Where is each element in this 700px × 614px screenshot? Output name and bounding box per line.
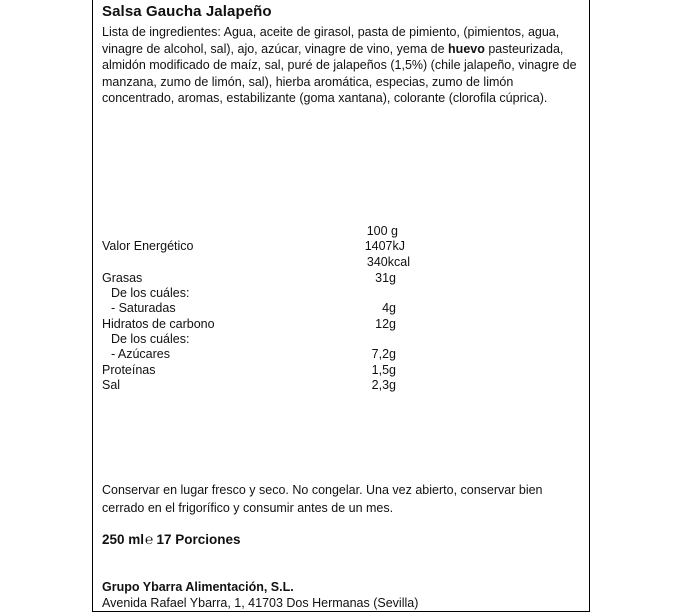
- nutrition-label-saturates: - Saturadas: [104, 301, 176, 315]
- manufacturer-name: Grupo Ybarra Alimentación, S.L.: [102, 580, 294, 594]
- volume-portions: 17 Porciones: [156, 532, 241, 547]
- net-volume: [102, 531, 240, 547]
- nutrition-label-fat: Grasas: [102, 271, 143, 285]
- nutrition-column-header: 100 g: [366, 224, 398, 238]
- nutrition-label-fat-of-which: De los cuáles:: [104, 286, 190, 300]
- volume-amount: 250 ml: [102, 532, 145, 547]
- nutrition-value-protein: 1,5g: [371, 363, 396, 377]
- nutrition-value-sugars: 7,2g: [371, 347, 396, 361]
- product-title: Salsa Gaucha Jalapeño: [102, 3, 272, 20]
- ingredients-list: [102, 24, 580, 107]
- nutrition-value-fat: 31g: [375, 271, 396, 285]
- nutrition-value-salt: 2,3g: [371, 378, 396, 392]
- storage-instructions: Conservar en lugar fresco y seco. No congelar. Una vez abierto, conservar bien cerrado en el frigorífico y consumir antes de un mes.: [102, 483, 543, 515]
- nutrition-label-protein: Proteínas: [102, 363, 156, 377]
- nutrition-label-carbohydrates: Hidratos de carbono: [102, 317, 215, 331]
- ingredients-allergen: huevo: [448, 41, 485, 56]
- estimated-sign-icon: ℮: [145, 531, 154, 547]
- nutrition-label-carbs-of-which: De los cuáles:: [104, 332, 190, 346]
- nutrition-value-energy-kj: 1407kJ: [364, 239, 405, 253]
- nutrition-value-saturates: 4g: [382, 301, 396, 315]
- nutrition-label-energy: Valor Energético: [102, 239, 194, 253]
- ingredients-prefix: Lista de ingredientes: Agua, aceite de girasol, pasta de pimiento, (pimientos, agua, vinagre de alcohol, sal), ajo, azúcar, vinagre de vino, yema de: [102, 25, 560, 56]
- ingredients-suffix: pasteurizada, almidón modificado de maíz, sal, puré de jalapeños (1,5%) (chile jalapeño, vinagre de manzana, zumo de limón, sal), hierba aromática, especias, zumo de limón concentrado, aromas, estabilizante (goma xantana), colorante (clorofila cúprica).: [102, 41, 577, 106]
- nutrition-value-energy-kcal: 340kcal: [366, 255, 410, 269]
- nutrition-label-sugars: - Azúcares: [104, 347, 170, 361]
- manufacturer-address: Avenida Rafael Ybarra, 1, 41703 Dos Hermanas (Sevilla): [102, 596, 419, 610]
- nutrition-label-salt: Sal: [102, 378, 121, 392]
- nutrition-value-carbohydrates: 12g: [375, 317, 396, 331]
